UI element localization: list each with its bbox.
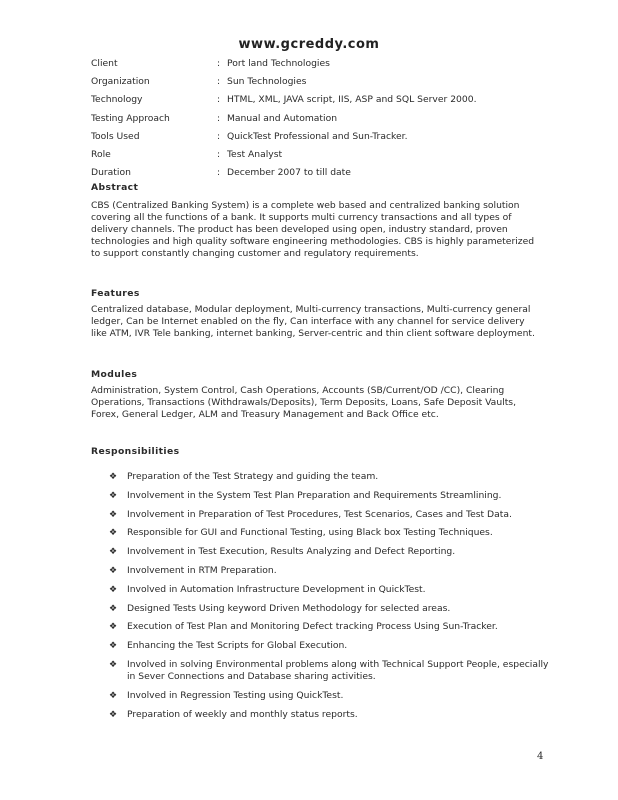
list-item-text: Enhancing the Test Scripts for Global Execution. bbox=[127, 640, 348, 652]
info-value: QuickTest Professional and Sun-Tracker. bbox=[227, 130, 408, 142]
list-item bbox=[109, 471, 549, 483]
info-row-organization bbox=[91, 72, 551, 90]
info-key: Client bbox=[91, 57, 118, 69]
abstract-heading: Abstract bbox=[91, 182, 139, 193]
info-separator: : bbox=[217, 130, 221, 142]
diamond-bullet-icon: ❖ bbox=[109, 565, 118, 576]
list-item-text: Involved in solving Environmental problems along with Technical Support People, especially in Sever Connections and Database sharing activities. bbox=[127, 658, 549, 683]
list-item-text: Involvement in Preparation of Test Procedures, Test Scenarios, Cases and Test Data. bbox=[127, 508, 512, 520]
diamond-bullet-icon: ❖ bbox=[109, 603, 118, 614]
diamond-bullet-icon: ❖ bbox=[109, 641, 118, 652]
info-value: Test Analyst bbox=[227, 149, 283, 161]
list-item bbox=[109, 565, 549, 577]
info-value: December 2007 to till date bbox=[227, 167, 351, 179]
list-item-text: Involved in Automation Infrastructure Development in QuickTest. bbox=[127, 583, 426, 595]
modules-text: Administration, System Control, Cash Operations, Accounts (SB/Current/OD /CC), Clearing Operations, Transactions (Withdrawals/Deposits), Term Deposits, Loans, Safe Deposit Vaults, Forex, General Ledger, ALM and Treasury Management and Back Office etc. bbox=[91, 385, 517, 420]
list-item bbox=[109, 659, 549, 684]
list-item-text: Involvement in the System Test Plan Preparation and Requirements Streamlining. bbox=[127, 489, 502, 501]
info-separator: : bbox=[217, 94, 221, 106]
list-item-text: Involvement in RTM Preparation. bbox=[127, 564, 277, 576]
modules-heading: Modules bbox=[91, 369, 138, 380]
list-item bbox=[109, 640, 549, 652]
list-item-text: Responsible for GUI and Functional Testing, using Black box Testing Techniques. bbox=[127, 527, 493, 539]
list-item bbox=[109, 546, 549, 558]
list-item bbox=[109, 621, 549, 633]
info-row-technology bbox=[91, 91, 551, 109]
list-item bbox=[109, 709, 549, 721]
info-value: HTML, XML, JAVA script, IIS, ASP and SQL Server 2000. bbox=[227, 94, 477, 106]
diamond-bullet-icon: ❖ bbox=[109, 490, 118, 501]
info-row-role bbox=[91, 145, 551, 163]
list-item bbox=[109, 509, 549, 521]
list-item-text: Designed Tests Using keyword Driven Methodology for selected areas. bbox=[127, 602, 451, 614]
info-key: Tools Used bbox=[91, 130, 140, 142]
info-value: Port land Technologies bbox=[227, 57, 330, 69]
responsibilities-list bbox=[109, 471, 549, 721]
list-item-text: Preparation of the Test Strategy and guiding the team. bbox=[127, 471, 379, 482]
list-item-text: Execution of Test Plan and Monitoring Defect tracking Process Using Sun-Tracker. bbox=[127, 621, 498, 633]
list-item bbox=[109, 690, 549, 702]
diamond-bullet-icon: ❖ bbox=[109, 584, 118, 595]
info-key: Technology bbox=[91, 94, 143, 106]
list-item bbox=[109, 603, 549, 615]
info-value: Manual and Automation bbox=[227, 112, 338, 124]
project-info-table bbox=[91, 54, 551, 182]
diamond-bullet-icon: ❖ bbox=[109, 659, 118, 670]
site-header: www.gcreddy.com bbox=[238, 37, 380, 52]
diamond-bullet-icon: ❖ bbox=[109, 691, 118, 702]
responsibilities-heading: Responsibilities bbox=[91, 446, 180, 457]
list-item bbox=[109, 584, 549, 596]
diamond-bullet-icon: ❖ bbox=[109, 709, 118, 720]
info-separator: : bbox=[217, 149, 221, 161]
list-item-text: Involvement in Test Execution, Results Analyzing and Defect Reporting. bbox=[127, 546, 456, 558]
list-item-text: Preparation of weekly and monthly status reports. bbox=[127, 708, 358, 720]
list-item bbox=[109, 490, 549, 502]
features-text: Centralized database, Modular deployment, Multi-currency transactions, Multi-currency general ledger, Can be Internet enabled on the fly, Can interface with any channel for service delivery like ATM, IVR Tele banking, internet banking, Server-centric and thin client software deployment. bbox=[91, 304, 535, 339]
page-number: 4 bbox=[537, 751, 544, 762]
diamond-bullet-icon: ❖ bbox=[109, 547, 118, 558]
diamond-bullet-icon: ❖ bbox=[109, 472, 118, 482]
info-separator: : bbox=[217, 167, 221, 179]
info-key: Organization bbox=[91, 75, 150, 87]
info-row-client bbox=[91, 54, 551, 72]
info-key: Testing Approach bbox=[91, 112, 170, 124]
info-separator: : bbox=[217, 112, 221, 124]
abstract-text: CBS (Centralized Banking System) is a complete web based and centralized banking solution covering all the functions of a bank. It supports multi currency transactions and all types of delivery channels. The product has been developed using open, industry standard, proven technologies and high quality software engineering methodologies. CBS is highly parameterized to support constantly changing customer and regulatory requirements. bbox=[91, 200, 535, 259]
list-item bbox=[109, 527, 549, 539]
info-value: Sun Technologies bbox=[227, 75, 307, 87]
diamond-bullet-icon: ❖ bbox=[109, 622, 118, 633]
info-row-tools-used bbox=[91, 127, 551, 145]
info-row-duration bbox=[91, 164, 551, 182]
info-row-testing-approach bbox=[91, 109, 551, 127]
diamond-bullet-icon: ❖ bbox=[109, 509, 118, 520]
info-separator: : bbox=[217, 57, 221, 69]
diamond-bullet-icon: ❖ bbox=[109, 528, 118, 539]
list-item-text: Involved in Regression Testing using QuickTest. bbox=[127, 690, 344, 702]
features-heading: Features bbox=[91, 288, 140, 299]
info-separator: : bbox=[217, 75, 221, 87]
info-key: Role bbox=[91, 149, 111, 161]
info-key: Duration bbox=[91, 167, 131, 179]
